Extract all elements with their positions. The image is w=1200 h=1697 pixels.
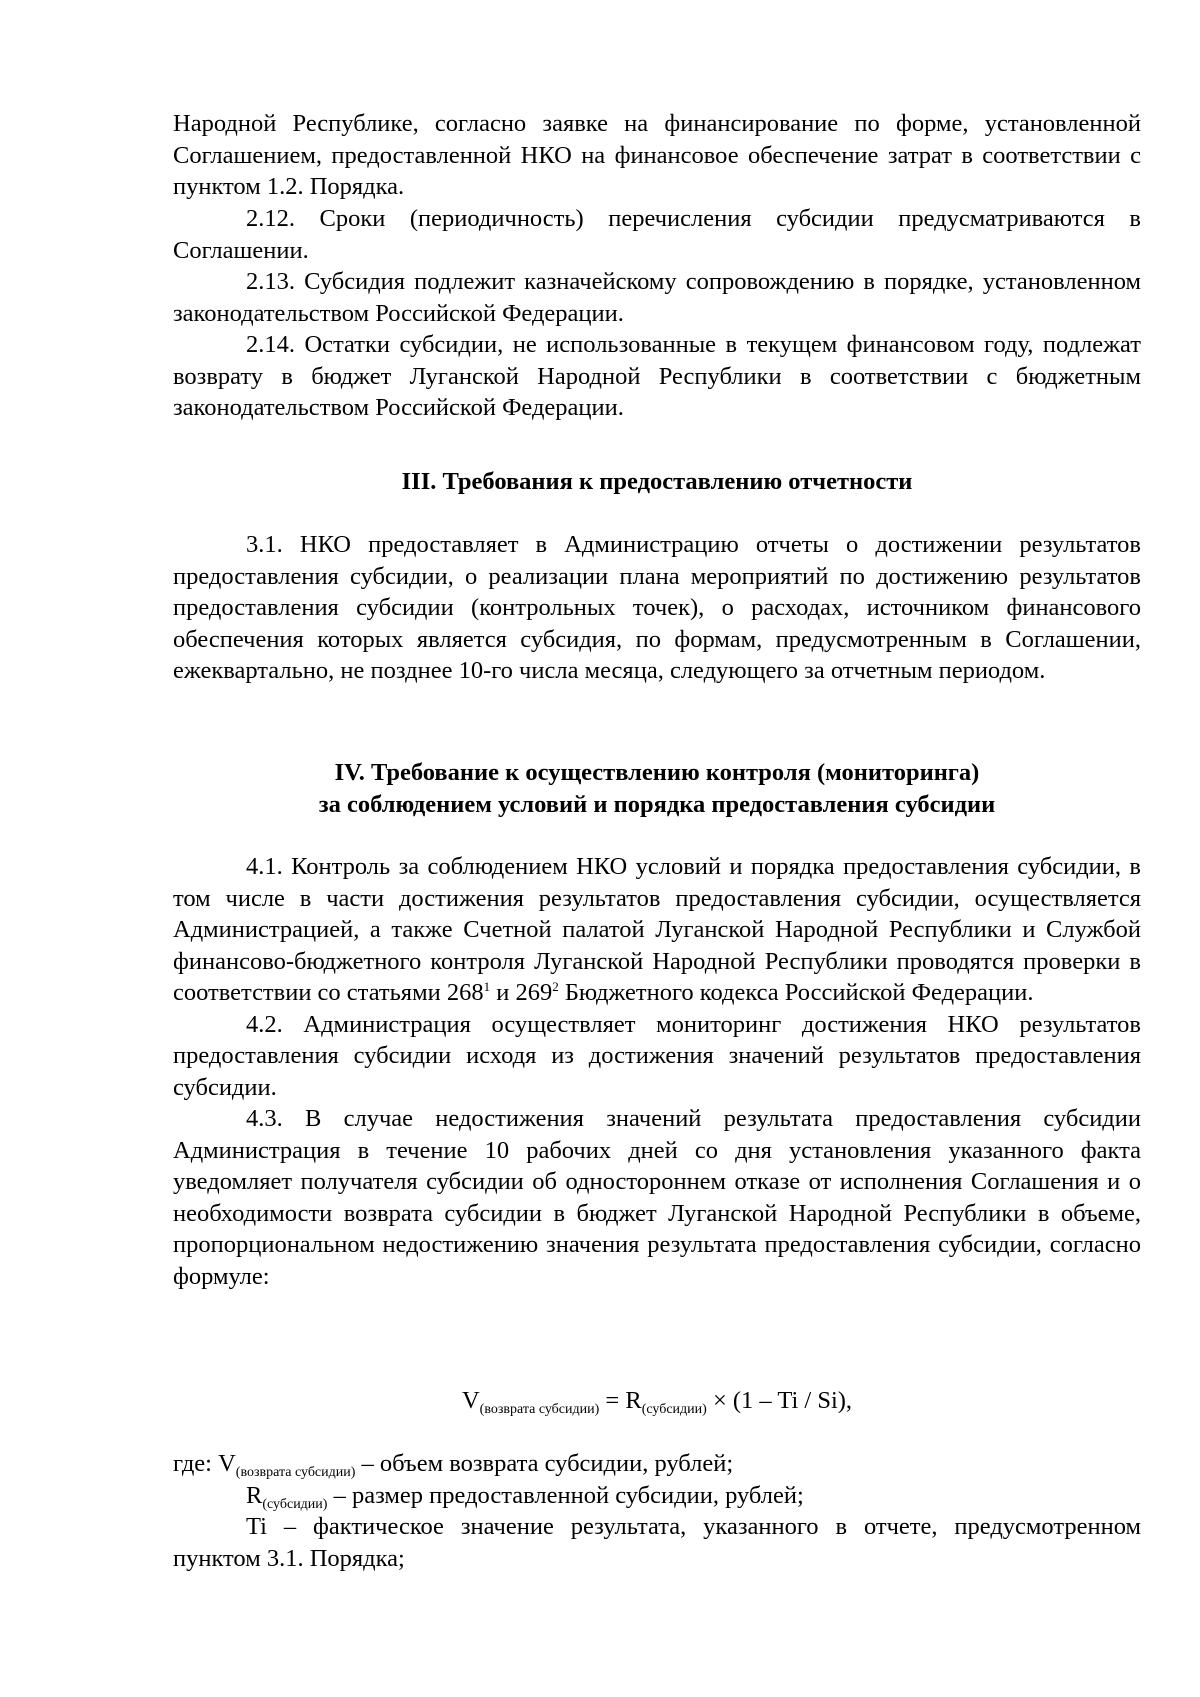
- formula-r-sub: (субсидии): [641, 1402, 707, 1417]
- top-paragraph-block: [173, 108, 1141, 203]
- section3-heading-block: [173, 466, 1141, 498]
- definition-ti: Ti – фактическое значение результата, указанного в отчете, предусмотренном пунктом 3.1. Порядка;: [173, 1513, 1141, 1572]
- formula: [173, 1385, 1141, 1417]
- item-2-13: 2.13. Субсидия подлежит казначейскому сопровождению в порядке, установленном законодательством Российской Федерации.: [173, 268, 1141, 327]
- formula-v: V: [461, 1387, 480, 1414]
- definition-v: [173, 1448, 1141, 1480]
- item-4-1: [173, 851, 1141, 1009]
- item-2-14: 2.14. Остатки субсидии, не использованные в текущем финансовом году, подлежат возврату в бюджет Луганской Народной Республики в соответствии с бюджетным законодательством Российской Федерации.: [173, 331, 1141, 421]
- definitions: [173, 1448, 1141, 1574]
- definition-r-sub: (субсидии): [262, 1496, 328, 1512]
- section3-body: [173, 529, 1141, 687]
- item-4-1-article-269: 269: [515, 979, 553, 1006]
- top-paragraph: Народной Республике, согласно заявке на финансирование по форме, установленной Соглашением, предоставленной НКО на финансовое обеспечение затрат в соответствии с пунктом 1.2. Порядка.: [173, 110, 1141, 200]
- section3-heading: III. Требования к предоставлению отчетности: [401, 468, 913, 495]
- definition-r-prefix: R: [246, 1481, 263, 1509]
- formula-v-sub: (возврата субсидии): [479, 1402, 600, 1417]
- section4-body: [173, 851, 1141, 1292]
- formula-eq: =: [599, 1387, 626, 1414]
- item-4-1-sup-1: 1: [483, 979, 491, 994]
- definition-v-prefix: где: V: [173, 1450, 236, 1477]
- item-4-3: 4.3. В случае недостижения значений результата предоставления субсидии Администрация в течение 10 рабочих дней со дня установления указанного факта уведомляет получателя субсидии об одностороннем отказе от исполнения Соглашения и о необходимости возврата субсидии в бюджет Луганской Народной Республики в объеме, пропорциональном недостижению значения результата предоставления субсидии, согласно формуле:: [173, 1105, 1141, 1290]
- formula-rest: × (1 – Ti / Si),: [706, 1387, 853, 1414]
- item-4-1-sup-2: 2: [552, 979, 559, 994]
- item-3-1: 3.1. НКО предоставляет в Администрацию отчеты о достижении результатов предоставления субсидии, о реализации плана мероприятий по достижению результатов предоставления субсидии (контрольных точек), о расходах, источником финансового обеспечения которых является субсидия, по формам, предусмотренным в Соглашении, ежеквартально, не позднее 10-го числа месяца, следующего за отчетным периодом.: [173, 531, 1141, 684]
- section2-items: [173, 203, 1141, 424]
- section4-heading-line2: за соблюдением условий и порядка предоставления субсидии: [318, 790, 996, 818]
- definition-r: [173, 1480, 1141, 1512]
- item-4-1-text-b: Бюджетного кодекса Российской Федерации.: [558, 979, 1034, 1006]
- item-4-1-text-a: 4.1. Контроль за соблюдением НКО условий и порядка предоставления субсидии, в том числе в части достижения результатов предоставления субсидии, осуществляется Администрацией, а также Счетной палатой Луганской Народной Республики и Службой финансово-бюджетного контроля Луганской Народной Республики проводятся проверки в соответствии со статьями: [173, 853, 1141, 1006]
- definition-r-text: – размер предоставленной субсидии, рублей;: [327, 1481, 804, 1509]
- definition-v-text: – объем возврата субсидии, рублей;: [355, 1450, 734, 1477]
- section4-heading-line1: IV. Требование к осуществлению контроля (мониторинга): [334, 759, 980, 786]
- item-4-2: 4.2. Администрация осуществляет мониторинг достижения НКО результатов предоставления субсидии исходя из достижения значений результатов предоставления субсидии.: [173, 1010, 1141, 1101]
- item-2-12: 2.12. Сроки (периодичность) перечисления субсидии предусматриваются в Соглашении.: [173, 205, 1141, 264]
- item-4-1-conj: и: [490, 979, 516, 1006]
- section4-heading-block: [173, 757, 1141, 820]
- formula-r: R: [625, 1387, 642, 1414]
- definition-v-sub: (возврата субсидии): [235, 1465, 356, 1480]
- item-4-1-article-268: 268: [446, 979, 484, 1006]
